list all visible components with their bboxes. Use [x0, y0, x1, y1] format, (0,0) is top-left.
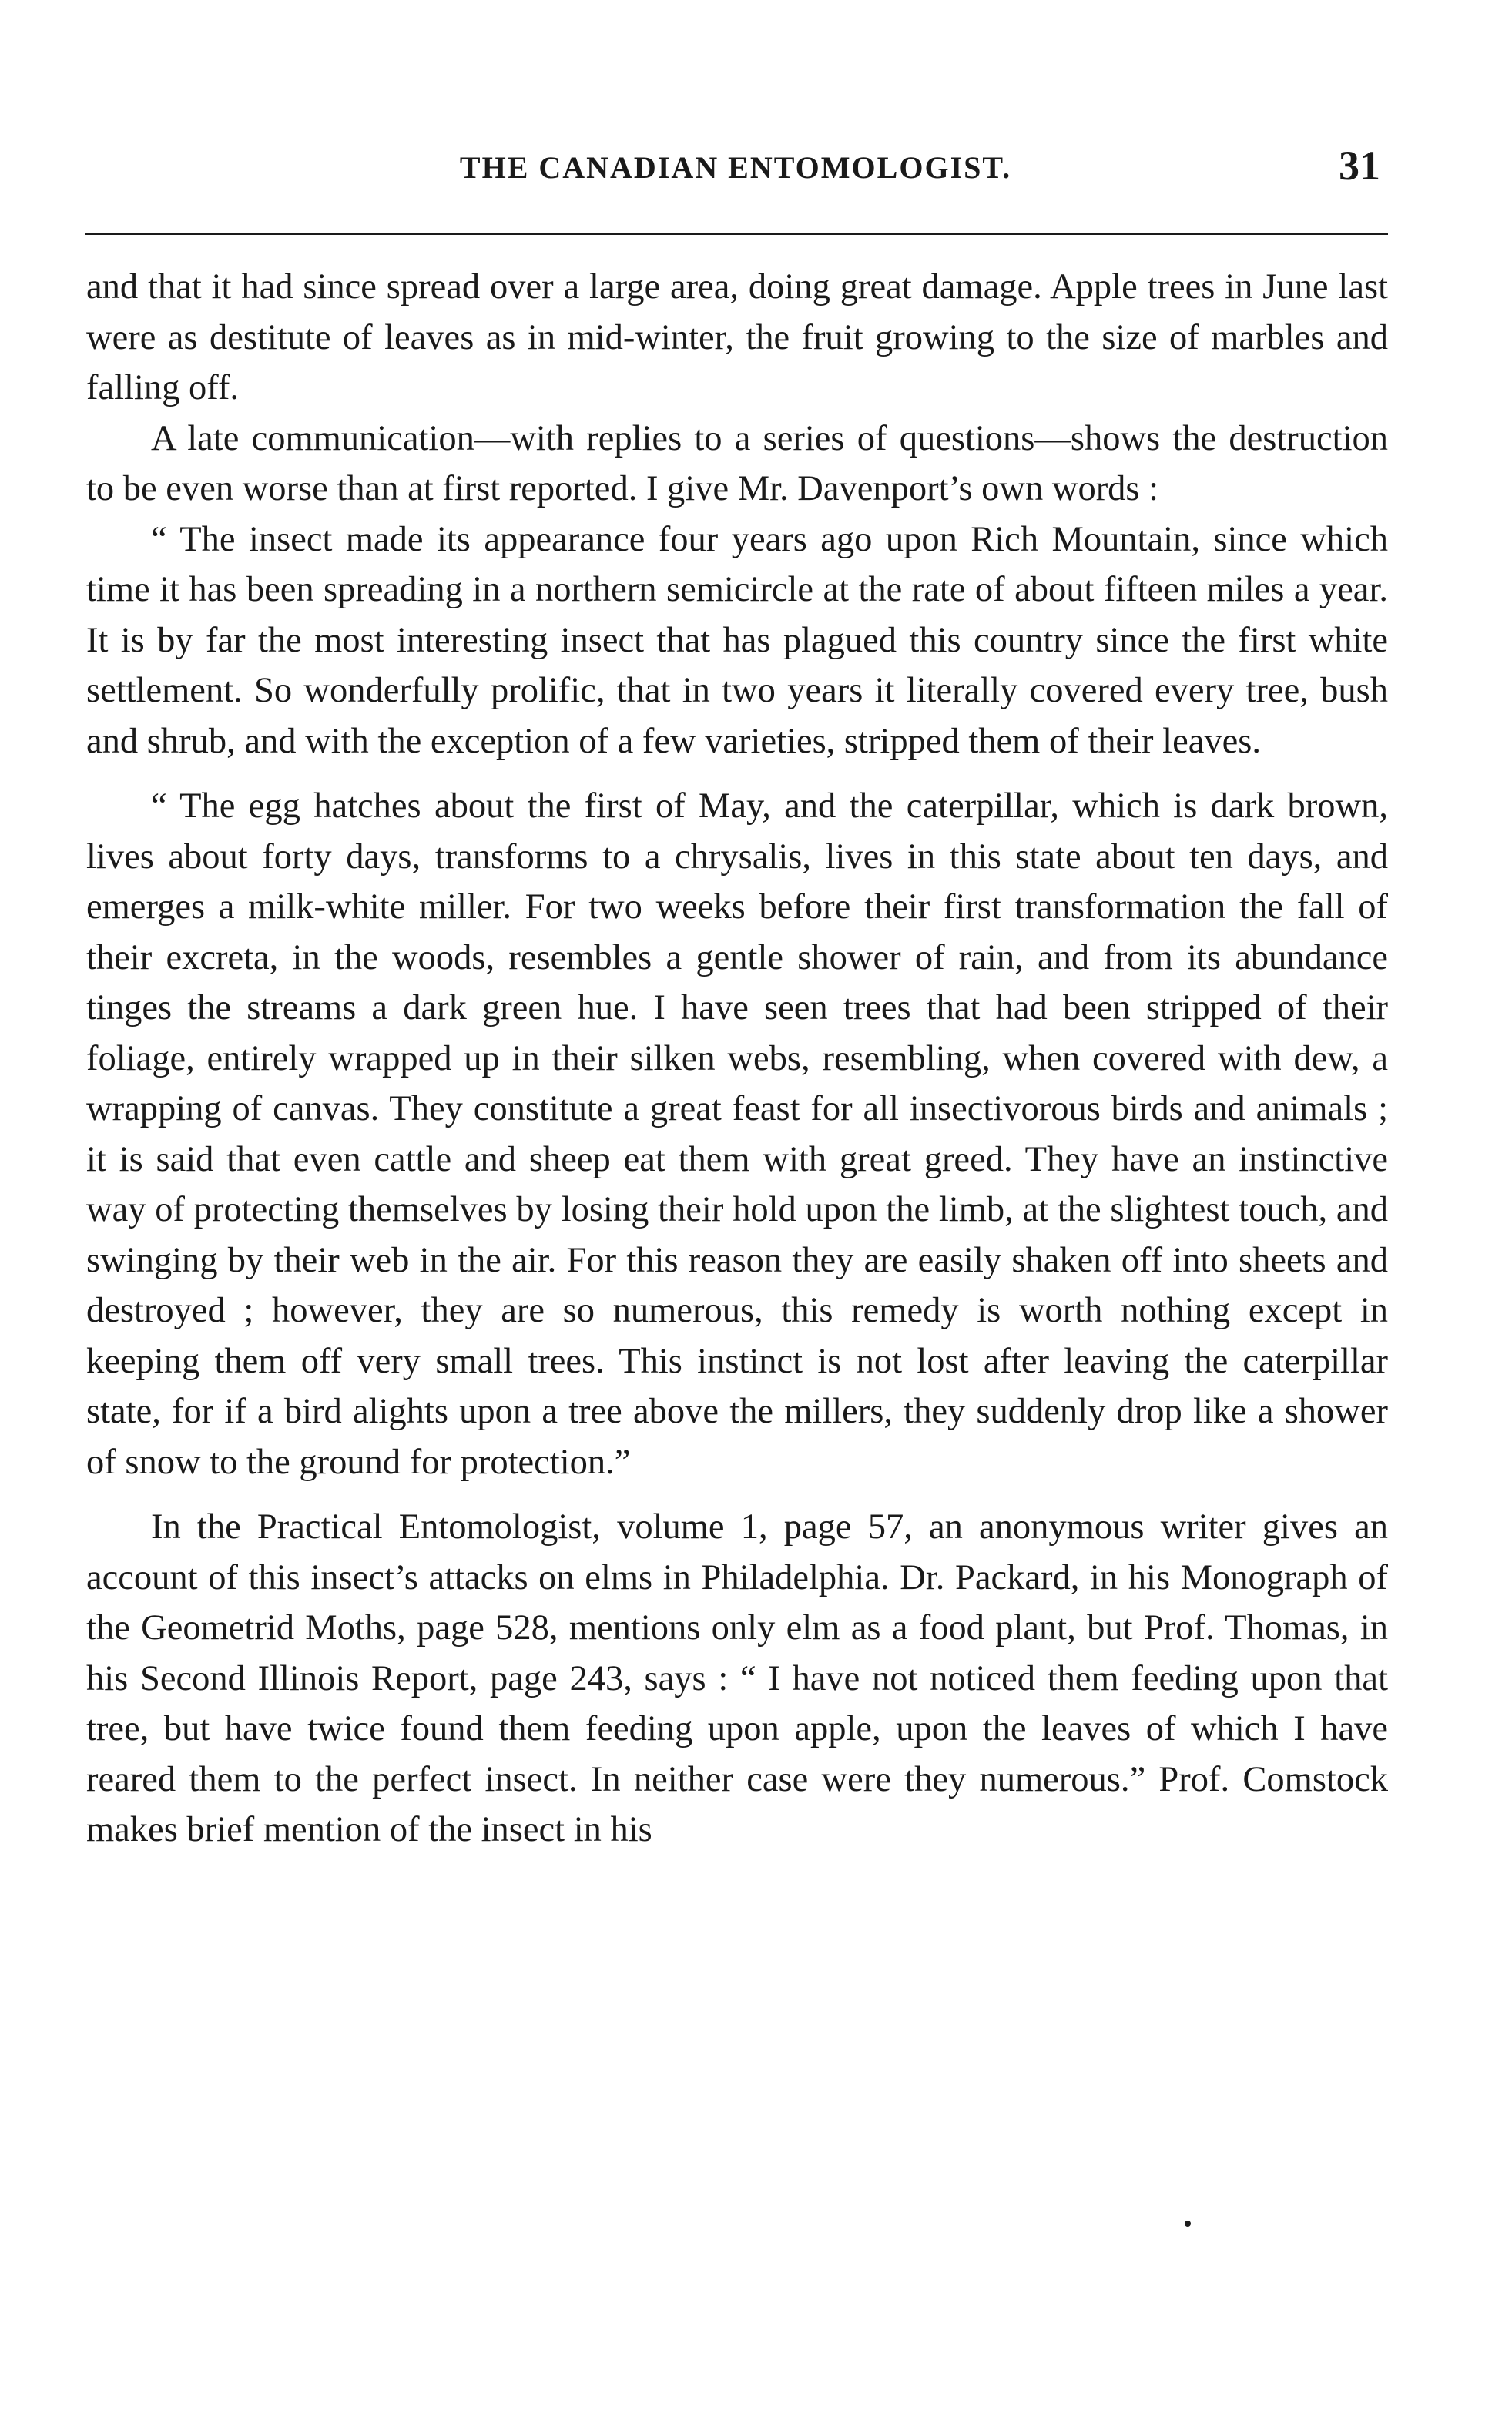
paragraph-quote-insect-appearance: “ The insect made its appearance four years ago upon Rich Mountain, since which time it has been spreading in a northern semicircle at the rate of about fifteen miles a year. It is by far the most interesting insect that has plagued this country since the first white settlement. So wonderfully prolific, that in two years it literally covered every tree, bush and shrub, and with the exception of a few varieties, stripped them of their leaves. — [86, 519, 1388, 761]
body-text — [86, 262, 1388, 1855]
stray-ink-dot — [1185, 2221, 1191, 2227]
paragraph-communication: A late communication—with replies to a series of questions—shows the destruction to be even worse than at first reported. I give Mr. Davenport’s own words : — [86, 418, 1388, 508]
running-title: THE CANADIAN ENTOMOLOGIST. — [459, 150, 1012, 185]
paragraph-quote-egg-hatching: “ The egg hatches about the first of May, and the caterpillar, which is dark brown, lives about forty days, transforms to a chrysalis, lives in this state about ten days, and emerges a milk-white miller. For two weeks before their first transformation the fall of their excreta, in the woods, resembles a gentle shower of rain, and from its abundance tinges the streams a dark green hue. I have seen trees that had been stripped of their foliage, entirely wrapped up in their silken webs, resembling, when covered with dew, a wrapping of canvas. They constitute a great feast for all insectivorous birds and animals ; it is said that even cattle and sheep eat them with great greed. They have an instinctive way of protecting themselves by losing their hold upon the limb, at the slightest touch, and swinging by their web in the air. For this reason they are easily shaken off into sheets and destroyed ; however, they are so numerous, this remedy is worth nothing except in keeping them off very small trees. This instinct is not lost after leaving the caterpillar state, for if a bird alights upon a tree above the millers, they suddenly drop like a shower of snow to the ground for protection.” — [86, 786, 1388, 1482]
running-head — [85, 142, 1386, 200]
paragraph-references: In the Practical Entomologist, volume 1, page 57, an anonymous writer gives an account of this insect’s attacks on elms in Philadelphia. Dr. Packard, in his Monograph of the Geometrid Moths, page 528, mentions only elm as a food plant, but Prof. Thomas, in his Second Illinois Report, page 243, says : “ I have not noticed them feeding upon that tree, but have twice found them feeding upon apple, upon the leaves of which I have reared them to the perfect insect. In neither case were they numerous.” Prof. Comstock makes brief mention of the insect in his — [86, 1507, 1388, 1849]
paragraph-continuation: and that it had since spread over a large area, doing great damage. Apple trees in June last were as destitute of leaves as in mid-winter, the fruit growing to the size of marbles and falling off. — [86, 267, 1388, 407]
page-number: 31 — [1339, 142, 1380, 189]
header-rule — [85, 233, 1388, 235]
